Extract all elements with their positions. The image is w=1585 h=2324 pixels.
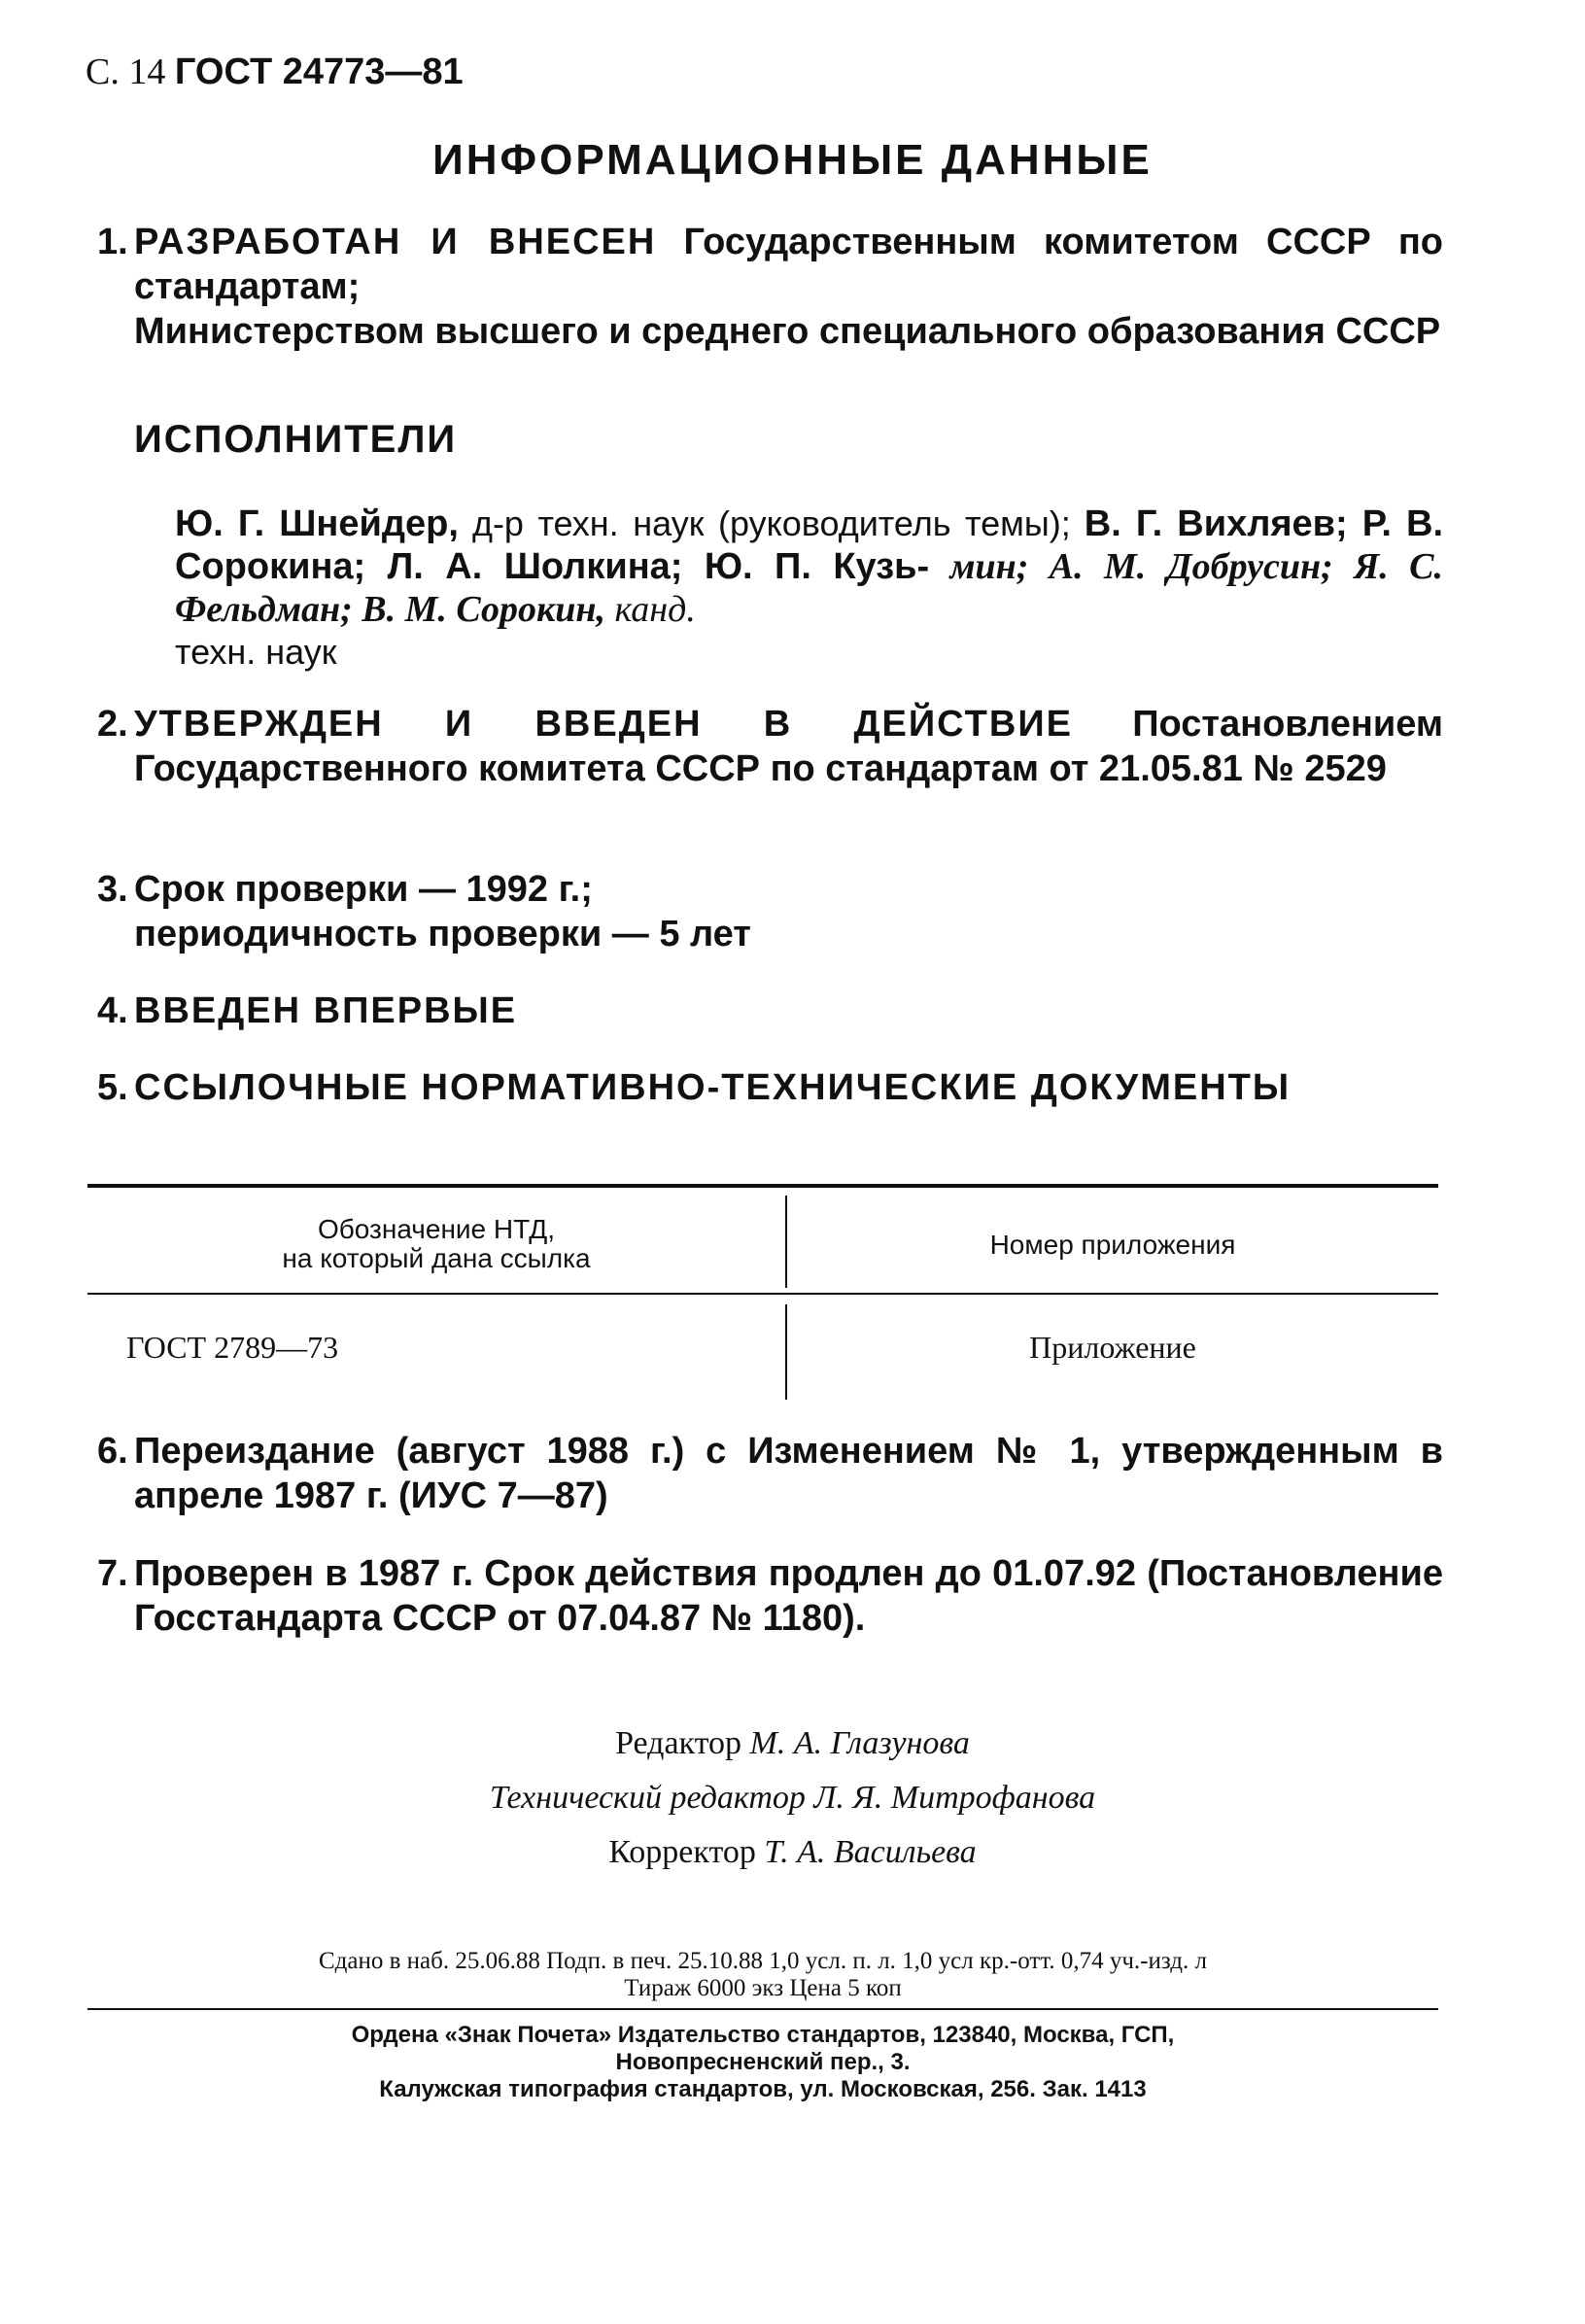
item-6-number: 6.	[97, 1431, 128, 1472]
performer-lead-name: Ю. Г. Шнейдер,	[175, 503, 459, 544]
editor-name: М. А. Глазунова	[749, 1725, 970, 1761]
item-1-lead: РАЗРАБОТАН И ВНЕСЕН	[134, 222, 657, 262]
performers-list	[175, 503, 1443, 674]
item-1	[97, 220, 1443, 354]
imprint-publisher	[92, 2022, 1433, 2103]
table-header-col-1-line-2: на который дана ссылка	[282, 1243, 591, 1273]
item-1-number: 1.	[97, 222, 128, 262]
credit-editor	[0, 1717, 1585, 1771]
tech-editor-name: Л. Я. Митрофанова	[813, 1780, 1096, 1816]
imprint-line-1: Сдано в наб. 25.06.88 Подп. в печ. 25.10.88 1,0 усл. п. л. 1,0 усл кр.-отт. 0,74 уч.-изд. л	[318, 1948, 1208, 1974]
performer-last-role: канд.	[614, 589, 696, 630]
imprint-print-data	[92, 1948, 1433, 2002]
item-5-number: 5.	[97, 1067, 128, 1108]
item-7-number: 7.	[97, 1553, 128, 1594]
table-header-rule	[87, 1293, 1438, 1295]
item-6-text: Переиздание (август 1988 г.) с Изменением № 1, утвержденным в апреле 1987 г. (ИУС 7—87)	[134, 1431, 1443, 1516]
imprint-rule	[87, 2008, 1438, 2010]
credits	[0, 1717, 1585, 1880]
item-7	[97, 1551, 1443, 1641]
performers-names-bold: В. Г. Вихляев; Р. В. Сорокина; Л. А. Шолкина; Ю. П. Кузь-	[175, 503, 1444, 587]
publisher-line-1: Ордена «Знак Почета» Издательство стандартов, 123840, Москва, ГСП,	[351, 2022, 1175, 2048]
performers-heading: ИСПОЛНИТЕЛИ	[134, 418, 458, 461]
item-2-lead: УТВЕРЖДЕН И ВВЕДЕН В ДЕЙСТВИЕ	[134, 704, 1073, 745]
performer-last-role-2: техн. наук	[175, 632, 337, 672]
imprint-line-2: Тираж 6000 экз Цена 5 коп	[624, 1975, 902, 2001]
item-4	[97, 989, 1443, 1033]
item-5-text: ССЫЛОЧНЫЕ НОРМАТИВНО-ТЕХНИЧЕСКИЕ ДОКУМЕНТЫ	[134, 1067, 1292, 1108]
item-3	[97, 867, 1443, 956]
publisher-line-2: Новопресненский пер., 3.	[615, 2049, 911, 2075]
table-top-rule	[87, 1184, 1438, 1188]
performers-names-italic: мин; А. М. Добрусин; Я. С. Фельдман; В. М. Сорокин,	[175, 546, 1443, 630]
corrector-role: Корректор	[608, 1834, 756, 1870]
credit-tech-editor	[0, 1771, 1585, 1825]
item-5	[97, 1065, 1443, 1110]
performer-lead-role: д-р техн. наук (руководитель темы);	[471, 503, 1071, 543]
item-3-line-1: Срок проверки — 1992 г.;	[134, 869, 593, 910]
item-2	[97, 702, 1443, 791]
standard-number: ГОСТ 24773—81	[174, 52, 464, 92]
tech-editor-role: Технический редактор	[489, 1780, 806, 1816]
publisher-line-3: Калужская типография стандартов, ул. Московская, 256. Зак. 1413	[379, 2076, 1147, 2102]
table-cell-doc: ГОСТ 2789—73	[126, 1330, 339, 1365]
table-header-col-2: Номер приложения	[989, 1230, 1236, 1260]
page-number: С. 14	[86, 52, 166, 92]
item-2-text: Постановлением Государственного комитета СССР по стандартам от 21.05.81 № 2529	[134, 704, 1443, 789]
item-6	[97, 1429, 1443, 1518]
item-4-number: 4.	[97, 990, 128, 1031]
editor-role: Редактор	[615, 1725, 742, 1761]
item-4-text: ВВЕДЕН ВПЕРВЫЕ	[134, 990, 518, 1031]
running-header	[86, 51, 464, 93]
item-1-text-2: Министерством высшего и среднего специального образования СССР	[134, 311, 1441, 352]
table-header-col-1	[87, 1215, 785, 1273]
item-1-text-1: Государственным комитетом СССР по стандартам;	[134, 222, 1443, 307]
item-2-number: 2.	[97, 704, 128, 745]
table-header-col-1-line-1: Обозначение НТД,	[317, 1214, 556, 1244]
item-3-line-2: периодичность проверки — 5 лет	[134, 914, 751, 954]
item-7-text: Проверен в 1987 г. Срок действия продлен до 01.07.92 (Постановление Госстандарта СССР от 07.04.87 № 1180).	[134, 1553, 1443, 1639]
credit-corrector	[0, 1825, 1585, 1880]
page-title: ИНФОРМАЦИОННЫЕ ДАННЫЕ	[432, 136, 1153, 184]
table-cell-appendix: Приложение	[1029, 1330, 1196, 1365]
corrector-name: Т. А. Васильева	[764, 1834, 977, 1870]
item-3-number: 3.	[97, 869, 128, 910]
